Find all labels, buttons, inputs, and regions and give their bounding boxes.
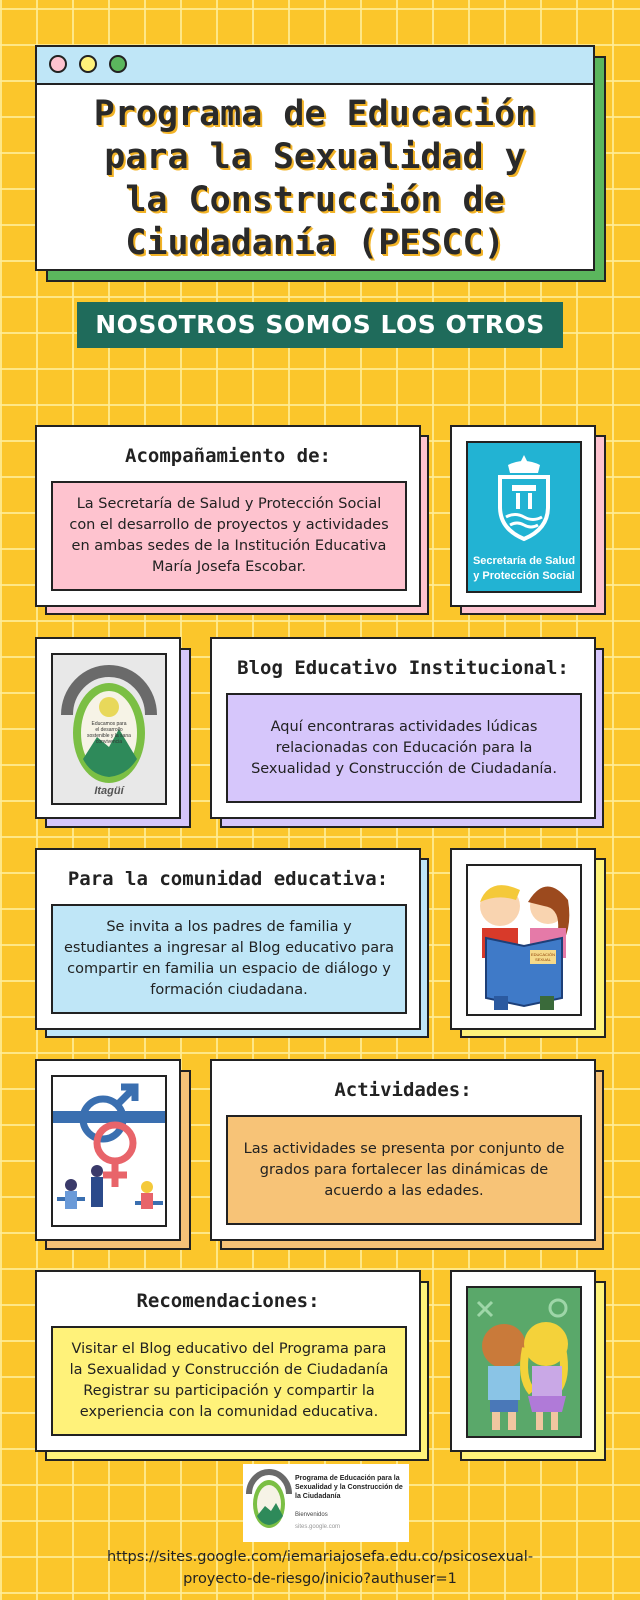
comunidad-text: Se invita a los padres de familia y estudiantes a ingresar al Blog educativo para compartir en familia un espacio de diálogo y formación ciudadana.: [51, 904, 407, 1014]
window-dot-pink-icon: [49, 55, 67, 73]
window-dot-green-icon: [109, 55, 127, 73]
school-logo-inner-1: Educamos para: [91, 721, 127, 727]
kids-reading-card: [450, 848, 596, 1030]
blog-title: Blog Educativo Institucional:: [237, 657, 569, 679]
title-line-1: Programa de Educación: [93, 94, 537, 134]
blog-url-line-2[interactable]: proyecto-de-riesgo/inicio?authuser=1: [183, 1571, 457, 1587]
blog-url-line-1[interactable]: https://sites.google.com/iemariajosefa.edu.co/psicosexual-: [106, 1549, 534, 1565]
slogan-banner: NOSOTROS SOMOS LOS OTROS: [77, 302, 563, 348]
school-logo-city: Itagüí: [94, 785, 124, 797]
acompanamiento-card: [35, 425, 421, 607]
gender-image: [51, 1075, 167, 1227]
school-logo-inner-4: convivencia: [95, 739, 123, 745]
gender-card: [35, 1059, 181, 1241]
kids-at-board-illustration-icon: [468, 1288, 580, 1436]
recomendaciones-title: Recomendaciones:: [136, 1290, 320, 1312]
shield-icon: [468, 447, 580, 555]
kids-board-image: [466, 1286, 582, 1438]
kids-reading-illustration-icon: [468, 866, 580, 1014]
page-title: [37, 93, 593, 265]
secretaria-logo-line-1: Secretaría de Salud: [472, 555, 576, 567]
gender-symbols-illustration-icon: [53, 1077, 165, 1225]
school-logo-card: [35, 637, 181, 819]
acompanamiento-title: Acompañamiento de:: [125, 445, 331, 467]
secretaria-logo-line-2: y Protección Social: [473, 570, 575, 582]
comunidad-card: [35, 848, 421, 1030]
blog-text: Aquí encontraras actividades lúdicas relacionadas con Educación para la Sexualidad y Construcción de Ciudadanía.: [226, 693, 582, 803]
blog-url-link[interactable]: [0, 1546, 640, 1590]
site-preview-title: Programa de Educación para la Sexualidad y la Construcción de la Ciudadanía: [295, 1475, 403, 1500]
school-logo: [51, 653, 167, 805]
secretaria-card: [450, 425, 596, 607]
comunidad-title: Para la comunidad educativa:: [67, 868, 389, 890]
site-preview-logo-icon: [245, 1468, 293, 1538]
acompanamiento-text: La Secretaría de Salud y Protección Social con el desarrollo de proyectos y actividades en ambas sedes de la Institución Educativa María Josefa Escobar.: [51, 481, 407, 591]
actividades-card: [210, 1059, 596, 1241]
school-logo-inner-3: sostenible y la sana: [87, 733, 131, 739]
window-title-bar: [37, 47, 593, 85]
kids-reading-image: [466, 864, 582, 1016]
title-line-4: Ciudadanía (PESCC): [125, 223, 505, 263]
actividades-title: Actividades:: [334, 1079, 472, 1101]
title-line-3: la Construcción de: [125, 180, 505, 220]
title-window: [35, 45, 595, 271]
blog-card: [210, 637, 596, 819]
window-dot-yellow-icon: [79, 55, 97, 73]
site-preview-welcome: Bienvenidos: [295, 1512, 328, 1518]
title-line-2: para la Sexualidad y: [104, 137, 526, 177]
actividades-text: Las actividades se presenta por conjunto de grados para fortalecer las dinámicas de acuerdo a las edades.: [226, 1115, 582, 1225]
recomendaciones-card: [35, 1270, 421, 1452]
recomendaciones-text: Visitar el Blog educativo del Programa para la Sexualidad y Construcción de Ciudadanía Registrar su participación y compartir la experiencia con la comunidad educativa.: [51, 1326, 407, 1436]
site-preview-domain: sites.google.com: [295, 1524, 341, 1530]
secretaria-logo: [466, 441, 582, 593]
site-preview[interactable]: [243, 1464, 409, 1542]
school-logo-inner-2: el desarrollo: [95, 727, 123, 733]
book-label: EDUCACIÓN SEXUAL: [530, 952, 555, 962]
kids-board-card: [450, 1270, 596, 1452]
